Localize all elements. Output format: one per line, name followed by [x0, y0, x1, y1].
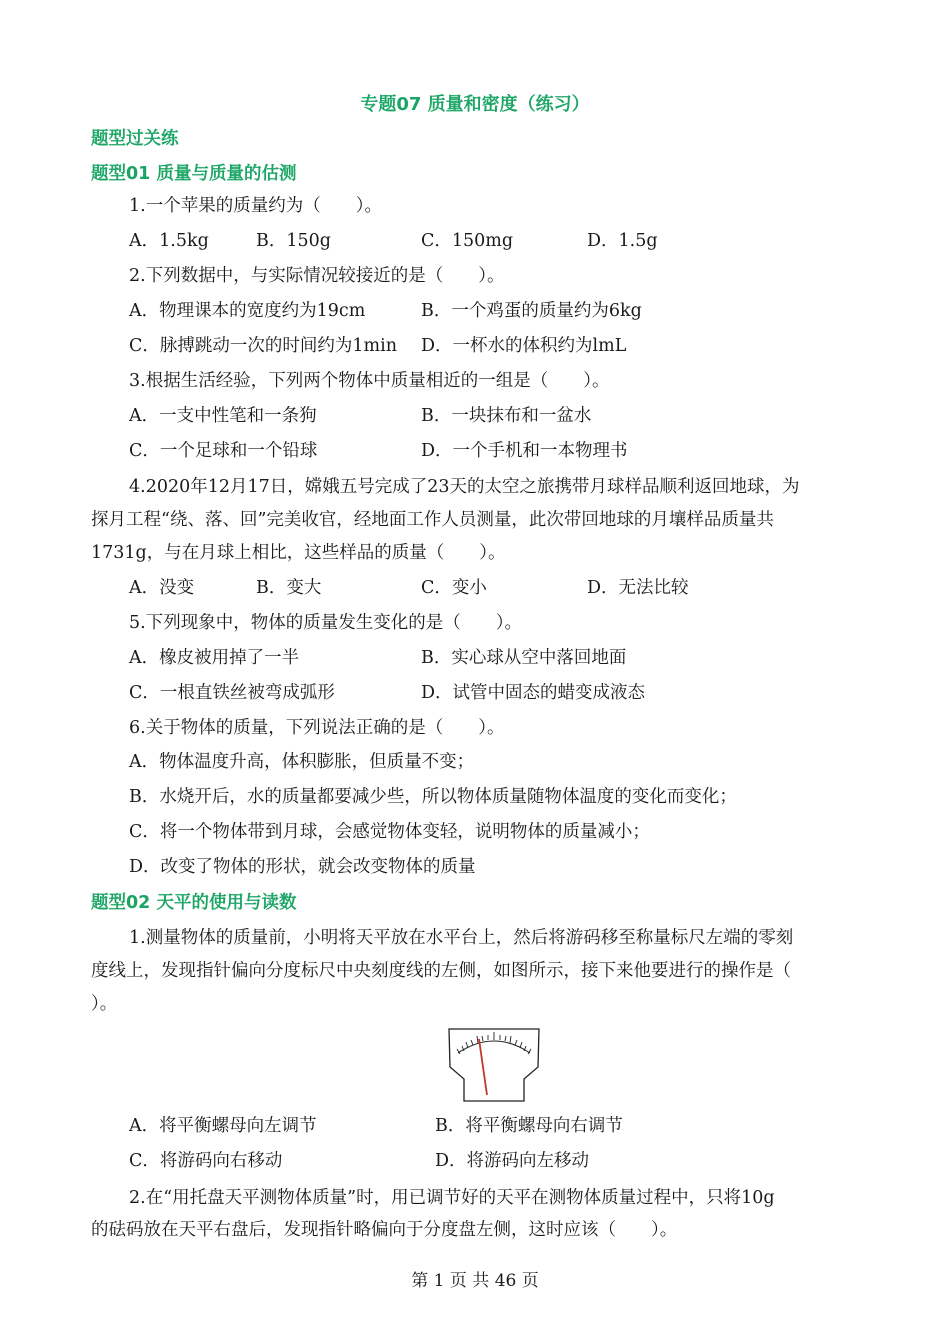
option-d: D．1.5g: [587, 231, 658, 251]
question-3-stem: 3.根据生活经验，下列两个物体中质量相近的一组是（ ）。: [129, 371, 610, 391]
question-2-stem: 2.下列数据中，与实际情况较接近的是（ ）。: [129, 266, 505, 286]
option-d: D．试管中固态的蜡变成液态: [421, 683, 646, 703]
question-4-line-2: 探月工程“绕、落、回”完美收官，经地面工作人员测量，此次带回地球的月壤样品质量共: [91, 510, 774, 530]
question-5-stem: 5.下列现象中，物体的质量发生变化的是（ ）。: [129, 613, 522, 633]
option-b: B．水烧开后，水的质量都要减少些，所以物体质量随物体温度的变化而变化；: [129, 787, 737, 807]
section-heading: 题型过关练: [91, 129, 179, 149]
option-c: C．脉搏跳动一次的时间约为1min: [129, 336, 397, 356]
option-d: D．将游码向左移动: [435, 1151, 590, 1171]
option-a: A．物理课本的宽度约为19cm: [129, 301, 366, 321]
option-b: B．变大: [256, 578, 322, 598]
page-title: 专题07 质量和密度（练习）: [360, 94, 590, 115]
option-d: D．一杯水的体积约为lmL: [421, 336, 627, 356]
question-2-1-line-1: 1.测量物体的质量前，小明将天平放在水平台上，然后将游码移至称量标尺左端的零刻: [129, 928, 794, 948]
option-a: A．橡皮被用掉了一半: [129, 648, 300, 668]
option-b: B．一个鸡蛋的质量约为6kg: [421, 301, 642, 321]
question-4-line-3: 1731g，与在月球上相比，这些样品的质量（ ）。: [91, 543, 506, 563]
option-a: A．没变: [129, 578, 195, 598]
question-2-2-line-2: 的砝码放在天平右盘后，发现指针略偏向于分度盘左侧，这时应该（ ）。: [91, 1220, 678, 1240]
option-b: B．150g: [256, 231, 331, 251]
question-2-1-line-2: 度线上，发现指针偏向分度标尺中央刻度线的左侧，如图所示，接下来他要进行的操作是（: [91, 961, 791, 981]
balance-scale-figure: [446, 1027, 542, 1103]
option-d: D．无法比较: [587, 578, 689, 598]
option-d: D．一个手机和一本物理书: [421, 441, 628, 461]
option-a: A．将平衡螺母向左调节: [129, 1116, 317, 1136]
page-footer: 第 1 页 共 46 页: [411, 1271, 539, 1291]
option-b: B．实心球从空中落回地面: [421, 648, 627, 668]
question-2-1-line-3: ）。: [91, 994, 118, 1014]
type1-heading: 题型01 质量与质量的估测: [91, 164, 297, 184]
question-1-stem: 1.一个苹果的质量约为（ ）。: [129, 196, 382, 216]
option-a: A．1.5kg: [129, 231, 209, 251]
question-2-2-line-1: 2.在“用托盘天平测物体质量”时，用已调节好的天平在测物体质量过程中，只将10g: [129, 1188, 775, 1208]
option-b: B．将平衡螺母向右调节: [435, 1116, 623, 1136]
option-a: A．一支中性笔和一条狗: [129, 406, 317, 426]
question-4-line-1: 4.2020年12月17日，嫦娥五号完成了23天的太空之旅携带月球样品顺利返回地球，为: [129, 477, 800, 497]
option-c: C．一根直铁丝被弯成弧形: [129, 683, 335, 703]
question-6-stem: 6.关于物体的质量，下列说法正确的是（ ）。: [129, 718, 505, 738]
option-b: B．一块抹布和一盆水: [421, 406, 592, 426]
option-c: C．150mg: [421, 231, 514, 251]
option-a: A．物体温度升高，体积膨胀，但质量不变；: [129, 752, 475, 772]
option-c: C．一个足球和一个铅球: [129, 441, 318, 461]
type2-heading: 题型02 天平的使用与读数: [91, 893, 297, 913]
option-d: D．改变了物体的形状，就会改变物体的质量: [129, 857, 476, 877]
option-c: C．变小: [421, 578, 487, 598]
option-c: C．将一个物体带到月球，会感觉物体变轻，说明物体的质量减小；: [129, 822, 650, 842]
option-c: C．将游码向右移动: [129, 1151, 283, 1171]
